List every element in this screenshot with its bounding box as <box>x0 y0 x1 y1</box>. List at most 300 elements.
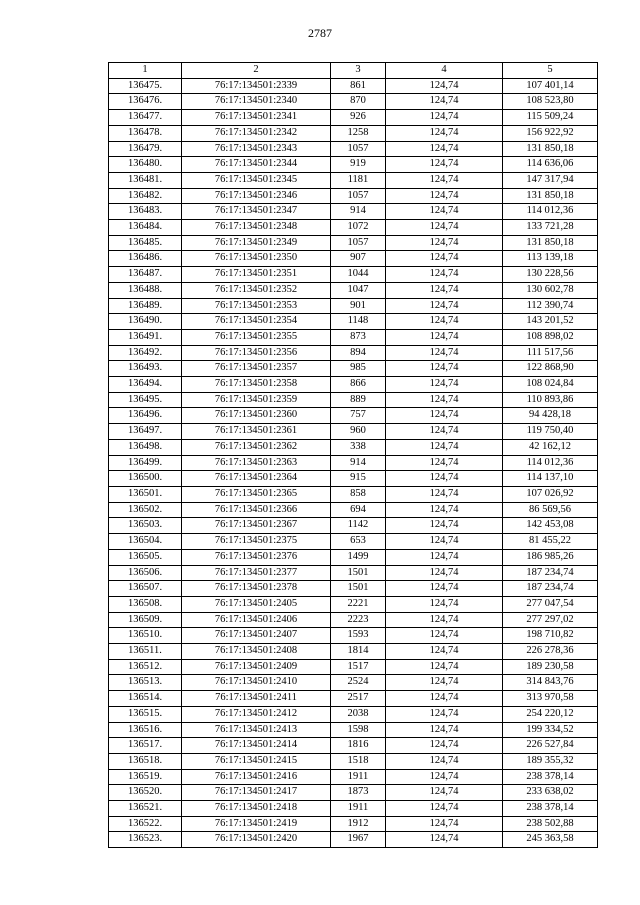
table-row <box>109 439 598 455</box>
area-cell: 1072 <box>331 220 386 236</box>
table-row <box>109 361 598 377</box>
amount-cell: 245 363,58 <box>503 832 598 848</box>
area-cell: 1598 <box>331 722 386 738</box>
area-cell: 985 <box>331 361 386 377</box>
table-row <box>109 141 598 157</box>
row-number-cell: 136490. <box>109 314 182 330</box>
cadastral-number-cell: 76:17:134501:2349 <box>182 235 331 251</box>
amount-cell: 226 527,84 <box>503 738 598 754</box>
area-cell: 919 <box>331 157 386 173</box>
table-row <box>109 251 598 267</box>
table-row <box>109 486 598 502</box>
row-number-cell: 136513. <box>109 675 182 691</box>
cadastral-number-cell: 76:17:134501:2354 <box>182 314 331 330</box>
table-body <box>109 78 598 847</box>
rate-cell: 124,74 <box>386 471 503 487</box>
cadastral-number-cell: 76:17:134501:2365 <box>182 486 331 502</box>
table-row <box>109 125 598 141</box>
amount-cell: 112 390,74 <box>503 298 598 314</box>
row-number-cell: 136514. <box>109 691 182 707</box>
table-row <box>109 691 598 707</box>
row-number-cell: 136508. <box>109 596 182 612</box>
row-number-cell: 136483. <box>109 204 182 220</box>
amount-cell: 238 378,14 <box>503 801 598 817</box>
cadastral-number-cell: 76:17:134501:2409 <box>182 659 331 675</box>
cadastral-number-cell: 76:17:134501:2408 <box>182 644 331 660</box>
table-row <box>109 738 598 754</box>
table-row <box>109 110 598 126</box>
rate-cell: 124,74 <box>386 267 503 283</box>
area-cell: 866 <box>331 377 386 393</box>
column-header: 5 <box>503 63 598 79</box>
cadastral-number-cell: 76:17:134501:2417 <box>182 785 331 801</box>
rate-cell: 124,74 <box>386 78 503 94</box>
cadastral-number-cell: 76:17:134501:2419 <box>182 816 331 832</box>
area-cell: 1501 <box>331 565 386 581</box>
amount-cell: 108 024,84 <box>503 377 598 393</box>
table-row <box>109 769 598 785</box>
area-cell: 858 <box>331 486 386 502</box>
amount-cell: 187 234,74 <box>503 565 598 581</box>
row-number-cell: 136485. <box>109 235 182 251</box>
amount-cell: 86 569,56 <box>503 502 598 518</box>
rate-cell: 124,74 <box>386 439 503 455</box>
amount-cell: 131 850,18 <box>503 235 598 251</box>
area-cell: 914 <box>331 204 386 220</box>
amount-cell: 114 012,36 <box>503 204 598 220</box>
amount-cell: 115 509,24 <box>503 110 598 126</box>
table-row <box>109 722 598 738</box>
rate-cell: 124,74 <box>386 125 503 141</box>
row-number-cell: 136493. <box>109 361 182 377</box>
amount-cell: 131 850,18 <box>503 188 598 204</box>
column-header: 3 <box>331 63 386 79</box>
area-cell: 960 <box>331 424 386 440</box>
table-row <box>109 502 598 518</box>
rate-cell: 124,74 <box>386 172 503 188</box>
amount-cell: 130 228,56 <box>503 267 598 283</box>
cadastral-number-cell: 76:17:134501:2359 <box>182 392 331 408</box>
cadastral-number-cell: 76:17:134501:2357 <box>182 361 331 377</box>
area-cell: 2223 <box>331 612 386 628</box>
row-number-cell: 136499. <box>109 455 182 471</box>
amount-cell: 94 428,18 <box>503 408 598 424</box>
rate-cell: 124,74 <box>386 392 503 408</box>
area-cell: 1057 <box>331 235 386 251</box>
rate-cell: 124,74 <box>386 377 503 393</box>
row-number-cell: 136518. <box>109 753 182 769</box>
rate-cell: 124,74 <box>386 549 503 565</box>
rate-cell: 124,74 <box>386 157 503 173</box>
area-cell: 889 <box>331 392 386 408</box>
area-cell: 1142 <box>331 518 386 534</box>
table-row <box>109 377 598 393</box>
row-number-cell: 136501. <box>109 486 182 502</box>
row-number-cell: 136517. <box>109 738 182 754</box>
cadastral-number-cell: 76:17:134501:2420 <box>182 832 331 848</box>
table-row <box>109 816 598 832</box>
area-cell: 1911 <box>331 801 386 817</box>
table-row <box>109 596 598 612</box>
table-row <box>109 392 598 408</box>
cadastral-number-cell: 76:17:134501:2362 <box>182 439 331 455</box>
cadastral-number-cell: 76:17:134501:2415 <box>182 753 331 769</box>
table-row <box>109 157 598 173</box>
rate-cell: 124,74 <box>386 816 503 832</box>
area-cell: 1517 <box>331 659 386 675</box>
amount-cell: 114 137,10 <box>503 471 598 487</box>
amount-cell: 108 523,80 <box>503 94 598 110</box>
rate-cell: 124,74 <box>386 785 503 801</box>
area-cell: 914 <box>331 455 386 471</box>
rate-cell: 124,74 <box>386 738 503 754</box>
area-cell: 926 <box>331 110 386 126</box>
amount-cell: 198 710,82 <box>503 628 598 644</box>
rate-cell: 124,74 <box>386 94 503 110</box>
cadastral-number-cell: 76:17:134501:2412 <box>182 706 331 722</box>
table-row <box>109 534 598 550</box>
area-cell: 1814 <box>331 644 386 660</box>
cadastral-number-cell: 76:17:134501:2416 <box>182 769 331 785</box>
area-cell: 2221 <box>331 596 386 612</box>
cadastral-number-cell: 76:17:134501:2410 <box>182 675 331 691</box>
amount-cell: 238 378,14 <box>503 769 598 785</box>
area-cell: 1873 <box>331 785 386 801</box>
cadastral-number-cell: 76:17:134501:2345 <box>182 172 331 188</box>
rate-cell: 124,74 <box>386 502 503 518</box>
area-cell: 1499 <box>331 549 386 565</box>
rate-cell: 124,74 <box>386 722 503 738</box>
cadastral-number-cell: 76:17:134501:2377 <box>182 565 331 581</box>
row-number-cell: 136520. <box>109 785 182 801</box>
row-number-cell: 136492. <box>109 345 182 361</box>
row-number-cell: 136510. <box>109 628 182 644</box>
area-cell: 873 <box>331 329 386 345</box>
area-cell: 1148 <box>331 314 386 330</box>
cadastral-number-cell: 76:17:134501:2413 <box>182 722 331 738</box>
rate-cell: 124,74 <box>386 141 503 157</box>
rate-cell: 124,74 <box>386 518 503 534</box>
amount-cell: 233 638,02 <box>503 785 598 801</box>
rate-cell: 124,74 <box>386 753 503 769</box>
area-cell: 2517 <box>331 691 386 707</box>
table-row <box>109 455 598 471</box>
area-cell: 1501 <box>331 581 386 597</box>
cadastral-number-cell: 76:17:134501:2411 <box>182 691 331 707</box>
table-row <box>109 282 598 298</box>
data-table <box>108 62 598 848</box>
rate-cell: 124,74 <box>386 801 503 817</box>
area-cell: 1816 <box>331 738 386 754</box>
row-number-cell: 136495. <box>109 392 182 408</box>
table-row <box>109 612 598 628</box>
area-cell: 1057 <box>331 188 386 204</box>
cadastral-number-cell: 76:17:134501:2418 <box>182 801 331 817</box>
rate-cell: 124,74 <box>386 220 503 236</box>
rate-cell: 124,74 <box>386 424 503 440</box>
amount-cell: 133 721,28 <box>503 220 598 236</box>
rate-cell: 124,74 <box>386 596 503 612</box>
cadastral-number-cell: 76:17:134501:2361 <box>182 424 331 440</box>
area-cell: 653 <box>331 534 386 550</box>
column-header: 2 <box>182 63 331 79</box>
cadastral-number-cell: 76:17:134501:2375 <box>182 534 331 550</box>
rate-cell: 124,74 <box>386 581 503 597</box>
row-number-cell: 136523. <box>109 832 182 848</box>
rate-cell: 124,74 <box>386 251 503 267</box>
amount-cell: 189 355,32 <box>503 753 598 769</box>
amount-cell: 113 139,18 <box>503 251 598 267</box>
cadastral-number-cell: 76:17:134501:2348 <box>182 220 331 236</box>
row-number-cell: 136512. <box>109 659 182 675</box>
amount-cell: 147 317,94 <box>503 172 598 188</box>
table-row <box>109 706 598 722</box>
cadastral-number-cell: 76:17:134501:2376 <box>182 549 331 565</box>
row-number-cell: 136496. <box>109 408 182 424</box>
amount-cell: 122 868,90 <box>503 361 598 377</box>
amount-cell: 114 636,06 <box>503 157 598 173</box>
table-row <box>109 801 598 817</box>
amount-cell: 119 750,40 <box>503 424 598 440</box>
area-cell: 1057 <box>331 141 386 157</box>
amount-cell: 81 455,22 <box>503 534 598 550</box>
column-header: 1 <box>109 63 182 79</box>
table-row <box>109 298 598 314</box>
row-number-cell: 136482. <box>109 188 182 204</box>
row-number-cell: 136487. <box>109 267 182 283</box>
area-cell: 1181 <box>331 172 386 188</box>
row-number-cell: 136507. <box>109 581 182 597</box>
area-cell: 1593 <box>331 628 386 644</box>
table-row <box>109 753 598 769</box>
area-cell: 870 <box>331 94 386 110</box>
cadastral-number-cell: 76:17:134501:2341 <box>182 110 331 126</box>
amount-cell: 314 843,76 <box>503 675 598 691</box>
rate-cell: 124,74 <box>386 659 503 675</box>
area-cell: 2038 <box>331 706 386 722</box>
rate-cell: 124,74 <box>386 235 503 251</box>
row-number-cell: 136516. <box>109 722 182 738</box>
rate-cell: 124,74 <box>386 691 503 707</box>
table-row <box>109 549 598 565</box>
table-row <box>109 628 598 644</box>
amount-cell: 189 230,58 <box>503 659 598 675</box>
area-cell: 694 <box>331 502 386 518</box>
amount-cell: 107 401,14 <box>503 78 598 94</box>
area-cell: 757 <box>331 408 386 424</box>
cadastral-number-cell: 76:17:134501:2346 <box>182 188 331 204</box>
table-row <box>109 659 598 675</box>
rate-cell: 124,74 <box>386 188 503 204</box>
cadastral-number-cell: 76:17:134501:2363 <box>182 455 331 471</box>
table-row <box>109 424 598 440</box>
table-row <box>109 581 598 597</box>
cadastral-number-cell: 76:17:134501:2405 <box>182 596 331 612</box>
amount-cell: 42 162,12 <box>503 439 598 455</box>
row-number-cell: 136503. <box>109 518 182 534</box>
row-number-cell: 136488. <box>109 282 182 298</box>
cadastral-number-cell: 76:17:134501:2414 <box>182 738 331 754</box>
area-cell: 1044 <box>331 267 386 283</box>
amount-cell: 108 898,02 <box>503 329 598 345</box>
amount-cell: 110 893,86 <box>503 392 598 408</box>
row-number-cell: 136500. <box>109 471 182 487</box>
amount-cell: 114 012,36 <box>503 455 598 471</box>
cadastral-number-cell: 76:17:134501:2342 <box>182 125 331 141</box>
amount-cell: 238 502,88 <box>503 816 598 832</box>
amount-cell: 142 453,08 <box>503 518 598 534</box>
area-cell: 861 <box>331 78 386 94</box>
row-number-cell: 136494. <box>109 377 182 393</box>
rate-cell: 124,74 <box>386 706 503 722</box>
rate-cell: 124,74 <box>386 298 503 314</box>
cadastral-number-cell: 76:17:134501:2352 <box>182 282 331 298</box>
cadastral-number-cell: 76:17:134501:2360 <box>182 408 331 424</box>
cadastral-number-cell: 76:17:134501:2367 <box>182 518 331 534</box>
table-row <box>109 172 598 188</box>
table-row <box>109 220 598 236</box>
row-number-cell: 136477. <box>109 110 182 126</box>
amount-cell: 277 297,02 <box>503 612 598 628</box>
row-number-cell: 136504. <box>109 534 182 550</box>
page-number: 2787 <box>308 26 332 40</box>
table-header-row <box>109 63 598 79</box>
row-number-cell: 136515. <box>109 706 182 722</box>
amount-cell: 143 201,52 <box>503 314 598 330</box>
amount-cell: 199 334,52 <box>503 722 598 738</box>
cadastral-number-cell: 76:17:134501:2340 <box>182 94 331 110</box>
cadastral-number-cell: 76:17:134501:2378 <box>182 581 331 597</box>
amount-cell: 254 220,12 <box>503 706 598 722</box>
rate-cell: 124,74 <box>386 769 503 785</box>
area-cell: 338 <box>331 439 386 455</box>
rate-cell: 124,74 <box>386 565 503 581</box>
cadastral-number-cell: 76:17:134501:2344 <box>182 157 331 173</box>
row-number-cell: 136481. <box>109 172 182 188</box>
rate-cell: 124,74 <box>386 282 503 298</box>
amount-cell: 111 517,56 <box>503 345 598 361</box>
row-number-cell: 136505. <box>109 549 182 565</box>
cadastral-number-cell: 76:17:134501:2347 <box>182 204 331 220</box>
row-number-cell: 136522. <box>109 816 182 832</box>
table-row <box>109 675 598 691</box>
cadastral-number-cell: 76:17:134501:2356 <box>182 345 331 361</box>
rate-cell: 124,74 <box>386 455 503 471</box>
row-number-cell: 136498. <box>109 439 182 455</box>
rate-cell: 124,74 <box>386 329 503 345</box>
table-row <box>109 314 598 330</box>
rate-cell: 124,74 <box>386 361 503 377</box>
row-number-cell: 136506. <box>109 565 182 581</box>
row-number-cell: 136509. <box>109 612 182 628</box>
row-number-cell: 136478. <box>109 125 182 141</box>
cadastral-number-cell: 76:17:134501:2351 <box>182 267 331 283</box>
cadastral-number-cell: 76:17:134501:2407 <box>182 628 331 644</box>
column-header: 4 <box>386 63 503 79</box>
amount-cell: 187 234,74 <box>503 581 598 597</box>
table-row <box>109 329 598 345</box>
cadastral-number-cell: 76:17:134501:2366 <box>182 502 331 518</box>
table-row <box>109 345 598 361</box>
table-row <box>109 78 598 94</box>
area-cell: 1518 <box>331 753 386 769</box>
area-cell: 1967 <box>331 832 386 848</box>
rate-cell: 124,74 <box>386 204 503 220</box>
row-number-cell: 136497. <box>109 424 182 440</box>
amount-cell: 186 985,26 <box>503 549 598 565</box>
rate-cell: 124,74 <box>386 832 503 848</box>
cadastral-number-cell: 76:17:134501:2350 <box>182 251 331 267</box>
table-row <box>109 267 598 283</box>
table-row <box>109 204 598 220</box>
rate-cell: 124,74 <box>386 345 503 361</box>
area-cell: 1912 <box>331 816 386 832</box>
table-row <box>109 565 598 581</box>
cadastral-number-cell: 76:17:134501:2339 <box>182 78 331 94</box>
table-row <box>109 408 598 424</box>
row-number-cell: 136475. <box>109 78 182 94</box>
row-number-cell: 136519. <box>109 769 182 785</box>
cadastral-number-cell: 76:17:134501:2358 <box>182 377 331 393</box>
amount-cell: 226 278,36 <box>503 644 598 660</box>
area-cell: 915 <box>331 471 386 487</box>
amount-cell: 107 026,92 <box>503 486 598 502</box>
area-cell: 1911 <box>331 769 386 785</box>
cadastral-number-cell: 76:17:134501:2406 <box>182 612 331 628</box>
area-cell: 1047 <box>331 282 386 298</box>
area-cell: 894 <box>331 345 386 361</box>
row-number-cell: 136502. <box>109 502 182 518</box>
row-number-cell: 136484. <box>109 220 182 236</box>
rate-cell: 124,74 <box>386 612 503 628</box>
row-number-cell: 136489. <box>109 298 182 314</box>
row-number-cell: 136491. <box>109 329 182 345</box>
amount-cell: 313 970,58 <box>503 691 598 707</box>
area-cell: 1258 <box>331 125 386 141</box>
cadastral-number-cell: 76:17:134501:2364 <box>182 471 331 487</box>
rate-cell: 124,74 <box>386 486 503 502</box>
amount-cell: 156 922,92 <box>503 125 598 141</box>
rate-cell: 124,74 <box>386 675 503 691</box>
rate-cell: 124,74 <box>386 314 503 330</box>
row-number-cell: 136479. <box>109 141 182 157</box>
row-number-cell: 136476. <box>109 94 182 110</box>
table-row <box>109 785 598 801</box>
area-cell: 2524 <box>331 675 386 691</box>
rate-cell: 124,74 <box>386 628 503 644</box>
table-row <box>109 471 598 487</box>
row-number-cell: 136511. <box>109 644 182 660</box>
table-row <box>109 235 598 251</box>
row-number-cell: 136486. <box>109 251 182 267</box>
rate-cell: 124,74 <box>386 110 503 126</box>
rate-cell: 124,74 <box>386 534 503 550</box>
rate-cell: 124,74 <box>386 408 503 424</box>
cadastral-number-cell: 76:17:134501:2355 <box>182 329 331 345</box>
cadastral-number-cell: 76:17:134501:2353 <box>182 298 331 314</box>
area-cell: 907 <box>331 251 386 267</box>
table-row <box>109 188 598 204</box>
row-number-cell: 136480. <box>109 157 182 173</box>
table-row <box>109 832 598 848</box>
table-row <box>109 94 598 110</box>
table-row <box>109 518 598 534</box>
amount-cell: 131 850,18 <box>503 141 598 157</box>
area-cell: 901 <box>331 298 386 314</box>
table-row <box>109 644 598 660</box>
rate-cell: 124,74 <box>386 644 503 660</box>
cadastral-number-cell: 76:17:134501:2343 <box>182 141 331 157</box>
